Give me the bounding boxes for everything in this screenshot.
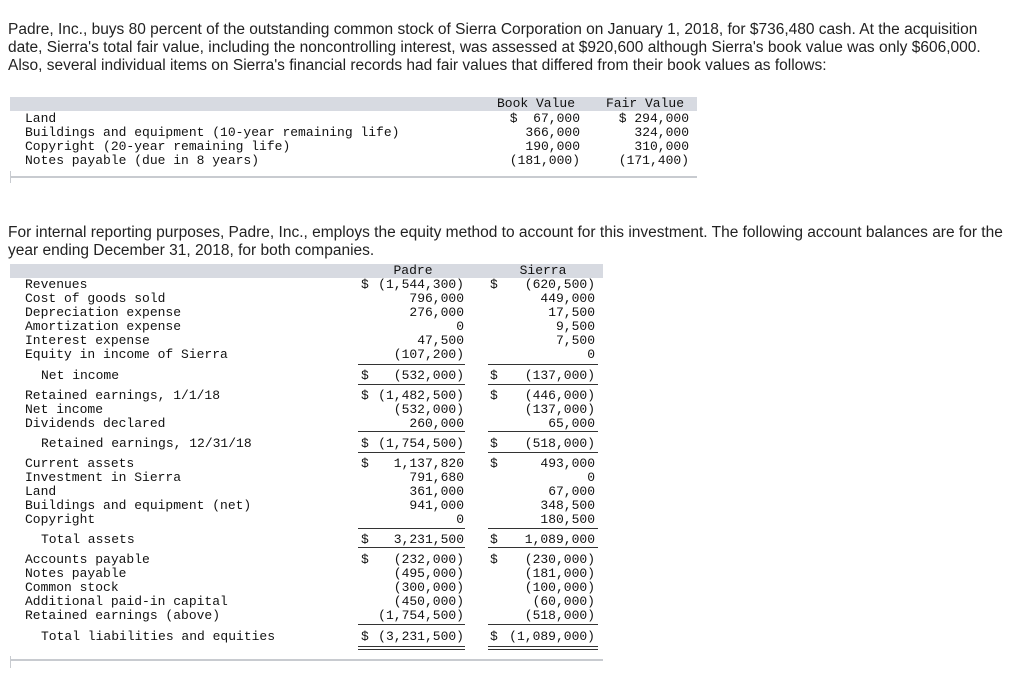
bal-row-padre-dollar: $ [361, 532, 369, 547]
bal-row-sierra-value: (518,000) [524, 608, 595, 623]
bal-row-sierra-dollar: $ [490, 388, 498, 403]
bal-row-padre-value: 47,500 [417, 333, 464, 348]
padre-subtotal-rule [358, 384, 465, 385]
bal-row-sierra-value: (620,500) [524, 277, 595, 292]
bal-row-padre-value: (532,000) [393, 402, 464, 417]
bal-row-sierra-dollar: $ [490, 629, 498, 644]
bal-row-padre-value: 3,231,500 [393, 532, 464, 547]
padre-subtotal-rule [358, 431, 465, 432]
fv-row-fair: (171,400) [618, 153, 689, 168]
bal-row-label: Copyright [25, 512, 96, 527]
bal-row-sierra-value: 180,500 [540, 512, 595, 527]
bal-row-label: Depreciation expense [25, 305, 182, 320]
fv-left-tick [10, 171, 11, 183]
fv-header-fair: Fair Value [606, 96, 685, 111]
sierra-subtotal-rule [488, 364, 598, 365]
bal-row-sierra-dollar: $ [490, 552, 498, 567]
bal-row-padre-value: (1,754,500) [378, 608, 464, 623]
padre-total-double-rule [358, 646, 465, 650]
bal-row-padre-value: 361,000 [409, 484, 464, 499]
bal-row-padre-dollar: $ [361, 552, 369, 567]
bal-row-sierra-dollar: $ [490, 436, 498, 451]
bal-row-sierra-value: 0 [587, 470, 595, 485]
bal-row-sierra-value: (1,089,000) [509, 629, 595, 644]
bal-row-padre-value: 941,000 [409, 498, 464, 513]
bal-row-padre-dollar: $ [361, 388, 369, 403]
bal-row-sierra-value: 449,000 [540, 291, 595, 306]
fv-row-label: Notes payable (due in 8 years) [25, 153, 260, 168]
bal-row-padre-value: (1,482,500) [378, 388, 464, 403]
bal-row-label: Revenues [25, 277, 88, 292]
bal-row-sierra-value: (518,000) [524, 436, 595, 451]
bal-row-sierra-value: 9,500 [555, 319, 595, 334]
sierra-subtotal-rule [488, 384, 598, 385]
bal-row-padre-value: 0 [456, 319, 464, 334]
fv-row-book: 190,000 [525, 139, 580, 154]
bal-row-sierra-value: 67,000 [548, 484, 595, 499]
bal-row-sierra-dollar: $ [490, 277, 498, 292]
padre-subtotal-rule [358, 452, 465, 453]
bal-row-sierra-value: 1,089,000 [524, 532, 595, 547]
bal-row-label: Retained earnings, 12/31/18 [41, 436, 252, 451]
fv-row-book: (181,000) [509, 153, 580, 168]
bal-row-label: Net income [41, 368, 120, 383]
bal-header-sierra: Sierra [519, 263, 567, 278]
bal-row-sierra-dollar: $ [490, 532, 498, 547]
fv-row-label: Buildings and equipment (10-year remaining life) [25, 125, 400, 140]
fv-row-book: 366,000 [525, 125, 580, 140]
bal-row-label: Dividends declared [25, 416, 166, 431]
bal-row-label: Buildings and equipment (net) [25, 498, 252, 513]
bal-row-sierra-value: 7,500 [555, 333, 595, 348]
sierra-subtotal-rule [488, 547, 598, 548]
bal-row-padre-value: 260,000 [409, 416, 464, 431]
bal-row-sierra-value: 17,500 [548, 305, 595, 320]
bal-row-sierra-dollar: $ [490, 368, 498, 383]
bal-row-padre-dollar: $ [361, 629, 369, 644]
bal-row-padre-value: 0 [456, 512, 464, 527]
bal-row-label: Common stock [25, 580, 119, 595]
bal-row-label: Cost of goods sold [25, 291, 166, 306]
bal-row-sierra-dollar: $ [490, 456, 498, 471]
sierra-total-double-rule [488, 646, 598, 650]
bal-row-padre-value: (1,544,300) [378, 277, 464, 292]
bal-row-padre-value: 1,137,820 [393, 456, 464, 471]
bal-row-label: Notes payable [25, 566, 127, 581]
sierra-subtotal-rule [488, 528, 598, 529]
padre-subtotal-rule [358, 528, 465, 529]
padre-subtotal-rule [358, 624, 465, 625]
bal-row-padre-value: 276,000 [409, 305, 464, 320]
bal-row-sierra-value: 493,000 [540, 456, 595, 471]
fv-row-fair: 324,000 [634, 125, 689, 140]
intro-paragraph: Padre, Inc., buys 80 percent of the outstanding common stock of Sierra Corporation on January 1, 2018, for $736,480 cash. At the acquisition date, Sierra's total fair value, including the noncontrolling interest, was assessed at $920,600 although Sierra's book value was only $606,000. Also, several individual items on Sierra's financial records had fair values that differed from their book values as follows: [8, 20, 981, 74]
fv-row-book: $ 67,000 [509, 111, 580, 126]
bal-row-label: Retained earnings (above) [25, 608, 221, 623]
bal-row-sierra-value: 348,500 [540, 498, 595, 513]
mid-paragraph: For internal reporting purposes, Padre, Inc., employs the equity method to account for this investment. The following account balances are for the year ending December 31, 2018, for both companies. [8, 223, 1003, 259]
fv-row-label: Land [25, 111, 57, 126]
bal-row-label: Investment in Sierra [25, 470, 182, 485]
bal-left-tick [10, 656, 11, 668]
bal-row-label: Land [25, 484, 57, 499]
bal-row-padre-dollar: $ [361, 277, 369, 292]
bal-row-sierra-value: (100,000) [524, 580, 595, 595]
bal-row-padre-dollar: $ [361, 436, 369, 451]
bal-header-padre: Padre [393, 263, 433, 278]
bal-row-padre-value: (300,000) [393, 580, 464, 595]
bal-row-label: Interest expense [25, 333, 150, 348]
fv-header-book: Book Value [497, 96, 576, 111]
bal-row-label: Current assets [25, 456, 135, 471]
bal-row-label: Equity in income of Sierra [25, 347, 228, 362]
fv-row-fair: $ 294,000 [618, 111, 689, 126]
bal-row-sierra-value: (60,000) [532, 594, 595, 609]
bal-row-label: Total assets [41, 532, 135, 547]
bal-row-padre-value: (532,000) [393, 368, 464, 383]
bal-row-sierra-value: (137,000) [524, 402, 595, 417]
fv-header-band [10, 97, 697, 111]
bal-row-padre-value: (107,200) [393, 347, 464, 362]
bal-row-padre-value: 796,000 [409, 291, 464, 306]
bal-row-label: Accounts payable [25, 552, 150, 567]
bal-row-padre-value: (495,000) [393, 566, 464, 581]
bal-row-padre-value: (1,754,500) [378, 436, 464, 451]
bal-row-sierra-value: (446,000) [524, 388, 595, 403]
bal-row-label: Additional paid-in capital [25, 594, 228, 609]
bal-row-padre-dollar: $ [361, 456, 369, 471]
bal-row-label: Retained earnings, 1/1/18 [25, 388, 221, 403]
padre-subtotal-rule [358, 364, 465, 365]
bal-bottom-rule [10, 659, 603, 661]
bal-row-padre-value: 791,680 [409, 470, 464, 485]
bal-row-padre-value: (232,000) [393, 552, 464, 567]
bal-row-padre-value: (3,231,500) [378, 629, 464, 644]
sierra-subtotal-rule [488, 452, 598, 453]
fv-bottom-rule [10, 176, 697, 178]
sierra-subtotal-rule [488, 624, 598, 625]
fv-row-label: Copyright (20-year remaining life) [25, 139, 291, 154]
bal-row-label: Total liabilities and equities [41, 629, 276, 644]
bal-row-sierra-value: 65,000 [548, 416, 595, 431]
bal-row-sierra-value: (137,000) [524, 368, 595, 383]
bal-row-padre-value: (450,000) [393, 594, 464, 609]
bal-row-padre-dollar: $ [361, 368, 369, 383]
padre-subtotal-rule [358, 547, 465, 548]
bal-row-sierra-value: (181,000) [524, 566, 595, 581]
bal-row-label: Net income [25, 402, 104, 417]
fv-row-fair: 310,000 [634, 139, 689, 154]
bal-row-sierra-value: (230,000) [524, 552, 595, 567]
sierra-subtotal-rule [488, 431, 598, 432]
bal-row-label: Amortization expense [25, 319, 182, 334]
bal-row-sierra-value: 0 [587, 347, 595, 362]
